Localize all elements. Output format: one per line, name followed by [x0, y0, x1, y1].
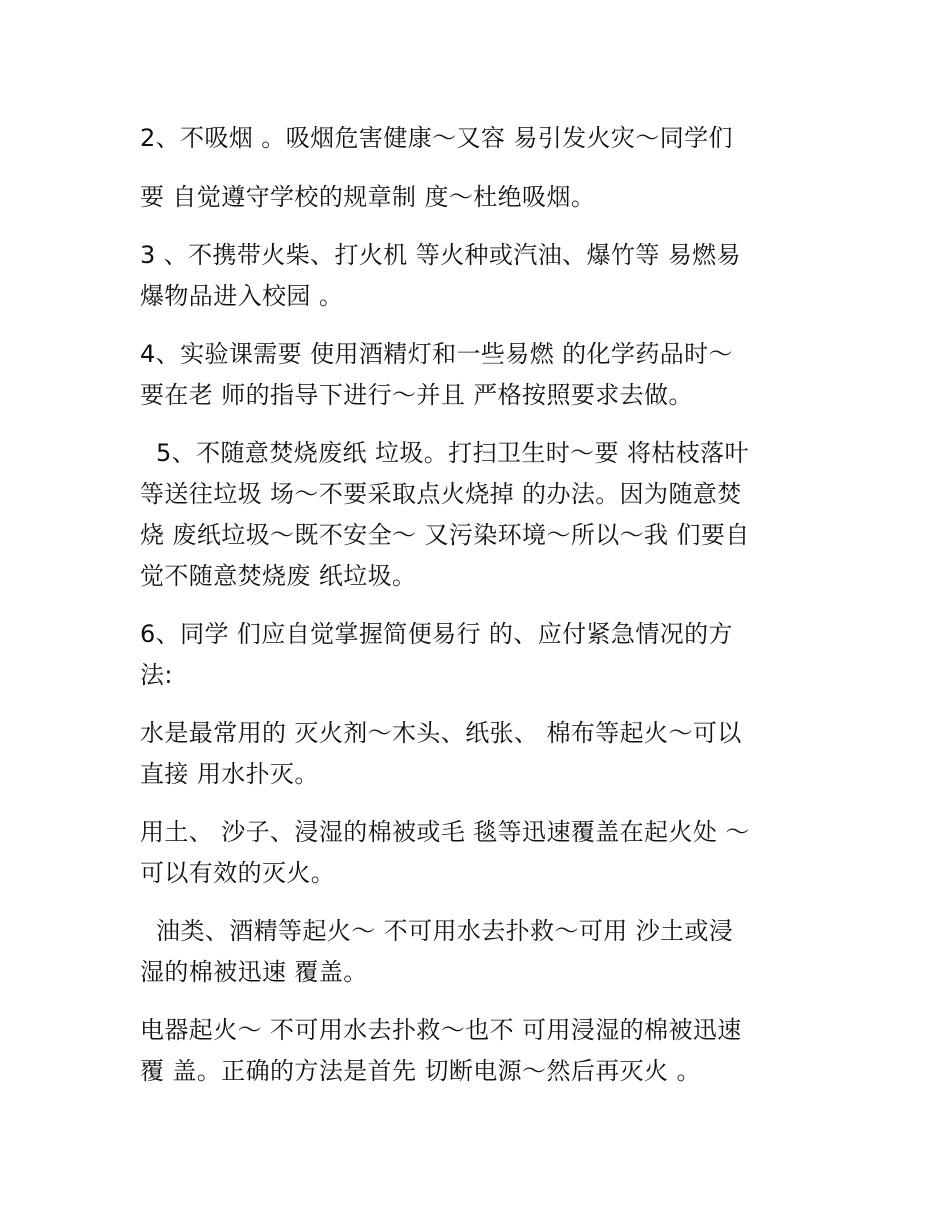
text-line: 等送往垃圾 场～不要采取点火烧掉 的办法。因为随意焚 [140, 480, 742, 508]
text-line: 直接 用水扑灭。 [140, 760, 319, 788]
text-line: 湿的棉被迅速 覆盖。 [140, 958, 368, 986]
text-line: 覆 盖。正确的方法是首先 切断电源～然后再灭火 。 [140, 1057, 701, 1085]
text-line: 油类、酒精等起火～ 不可用水去扑救～可用 沙土或浸 [140, 917, 734, 945]
paragraph-cover-fire [140, 812, 810, 894]
text-line: 觉不随意焚烧废 纸垃圾。 [140, 562, 417, 590]
paragraph-electrical-fire [140, 1010, 810, 1092]
text-line: 水是最常用的 灭火剂～木头、纸张、 棉布等起火～可以 [140, 719, 742, 747]
text-line: 爆物品进入校园 。 [140, 282, 344, 310]
text-line: 可以有效的灭火。 [140, 859, 336, 887]
paragraph-emergency-methods [140, 614, 810, 696]
text-line: 3 、不携带火柴、打火机 等火种或汽油、爆竹等 易燃易 [140, 241, 741, 269]
text-line: 要 自觉遵守学校的规章制 度～杜绝吸烟。 [140, 183, 596, 211]
paragraph-oil-fire [140, 911, 810, 993]
text-line: 要在老 师的指导下进行～并且 严格按照要求去做。 [140, 381, 693, 409]
text-line: 电器起火～ 不可用水去扑救～也不 可用浸湿的棉被迅速 [140, 1016, 742, 1044]
text-line: 4、实验课需要 使用酒精灯和一些易燃 的化学药品时～ [140, 340, 733, 368]
text-line: 5、不随意焚烧废纸 垃圾。打扫卫生时～要 将枯枝落叶 [140, 439, 749, 467]
paragraph-no-smoking [140, 118, 810, 218]
text-line: 烧 废纸垃圾～既不安全～ 又污染环境～所以～我 们要自 [140, 521, 750, 549]
paragraph-lab-safety [140, 334, 810, 416]
paragraph-water-extinguisher [140, 713, 810, 795]
document-body [140, 118, 810, 1109]
text-line: 2、不吸烟 。吸烟危害健康～又容 易引发火灾～同学们 [140, 124, 733, 152]
paragraph-no-burning-waste [140, 433, 810, 597]
paragraph-no-flammables [140, 235, 810, 317]
text-line: 法: [140, 661, 173, 689]
text-line: 6、同学 们应自觉掌握简便易行 的、应付紧急情况的方 [140, 620, 733, 648]
text-line: 用土、 沙子、浸湿的棉被或毛 毯等迅速覆盖在起火处 ～ [140, 818, 750, 846]
